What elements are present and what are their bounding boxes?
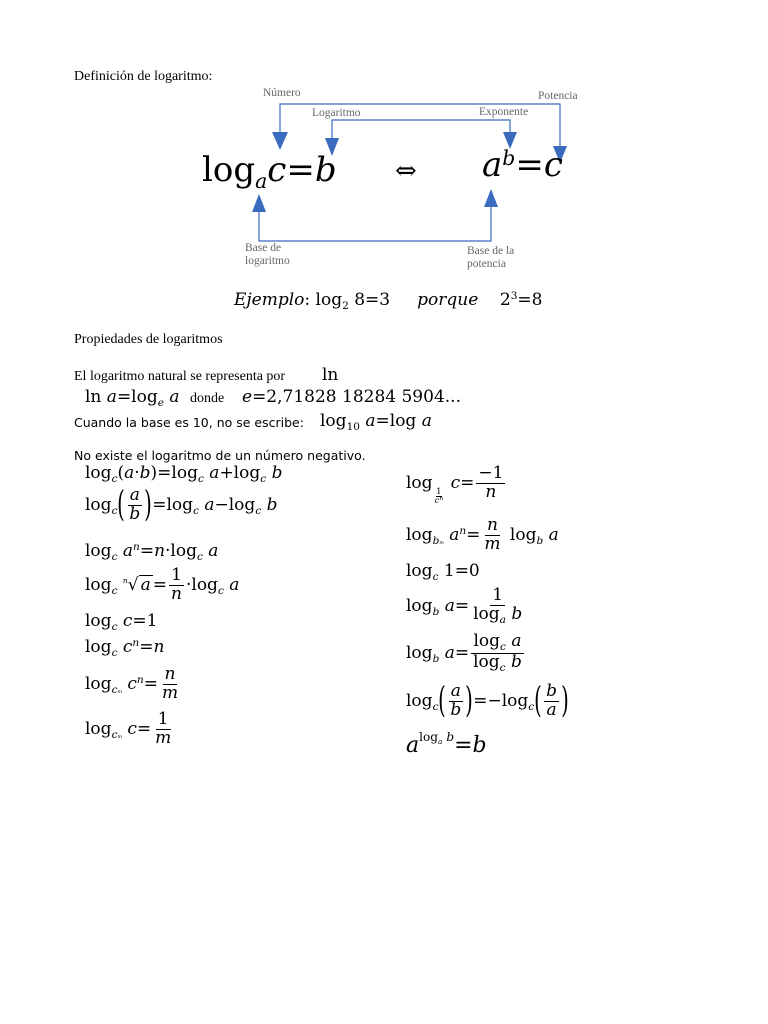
log-base-equals-one: $\log_c c=1$ [85, 611, 158, 633]
label-exponente: Exponente [479, 106, 529, 118]
main-log-formula: $\log_ac=b$ [202, 150, 337, 194]
label-potencia: Potencia [538, 90, 578, 102]
example-formula: Ejemplo: $\log_2 8=3$ porque $2^3=8$ [234, 290, 543, 312]
log-base-power-m-of-c: $\log_{cm} c=$ $\frac{1}{m}$ [85, 709, 172, 748]
arrow-up-base-potencia-icon [484, 189, 498, 207]
change-of-base-rule: $\log_b a=$ $\frac{\log_c a}{\log_c b}$ [406, 631, 522, 674]
label-numero: Número [263, 87, 301, 99]
base10-formula: $\log_{10} a=\log$ a [320, 411, 432, 433]
natural-log-text: El logaritmo natural se representa por [74, 369, 286, 384]
ln-definition-formula: $\ln a=\log_e$ a [85, 387, 180, 409]
quotient-rule: $\log_c$( $\frac{a}{b}$ )$=\log_c$ $a-\log_c$ b [85, 484, 278, 526]
definition-heading: Definición de logaritmo: [74, 69, 213, 84]
base-connector-line [259, 207, 491, 241]
negative-log-text: No existe el logaritmo de un número negativo. [74, 448, 366, 463]
arrow-up-base-logaritmo-icon [252, 194, 266, 212]
log-of-one: $\log_c 1=0$ [406, 561, 480, 583]
logaritmo-connector-line [332, 120, 510, 140]
root-rule: $\log_c ^n√$ a = $\frac{1}{n}$ $\cdot\log_c$ a [85, 565, 240, 604]
log-base-power-m: $\log_{cm} c^n=$ $\frac{n}{m}$ [85, 664, 179, 703]
main-power-formula: $a^b=c$ [482, 145, 563, 185]
definition-arrows-diagram [0, 0, 768, 320]
log-power-base: $\log_{bm} a^n=$ $\frac{n}{m}$ $\log_b a$ [406, 515, 559, 554]
exponential-log-identity: $a^{log_a b}=b$ [406, 730, 487, 758]
label-base-potencia: Base de la potencia [467, 245, 515, 270]
log-inverse-rule: $\log_b a=$ $\frac{1}{\log_a b}$ [406, 585, 523, 626]
power-rule: $\log_c a^n=n\cdot\log_c$ a [85, 541, 219, 563]
arrow-down-numero-icon [272, 132, 288, 150]
donde-text: donde [190, 391, 225, 406]
log-reciprocal-quotient: $\log_c$( $\frac{a}{b}$ )$=-\log_c$( $\frac{b}{a}$ ) [406, 680, 569, 722]
ln-symbol: ln [322, 365, 339, 385]
log-base-power: $\log_c c^n=n$ [85, 637, 165, 659]
equivalence-symbol: ⇔ [395, 156, 417, 186]
product-rule: $\log_c(a\cdot b)=\log_c$ $a+\log_c$ b [85, 463, 283, 485]
log-reciprocal-base: log $\frac{1}{c^n}$ c= $\frac{-1}{n}$ [406, 463, 504, 507]
e-value-formula: e=2,71828 18284 5904... [242, 387, 461, 407]
base10-text: Cuando la base es 10, no se escribe: [74, 415, 304, 430]
label-logaritmo: Logaritmo [312, 107, 361, 119]
label-base-logaritmo: Base de logaritmo [245, 242, 290, 267]
properties-heading: Propiedades de logaritmos [74, 332, 223, 347]
